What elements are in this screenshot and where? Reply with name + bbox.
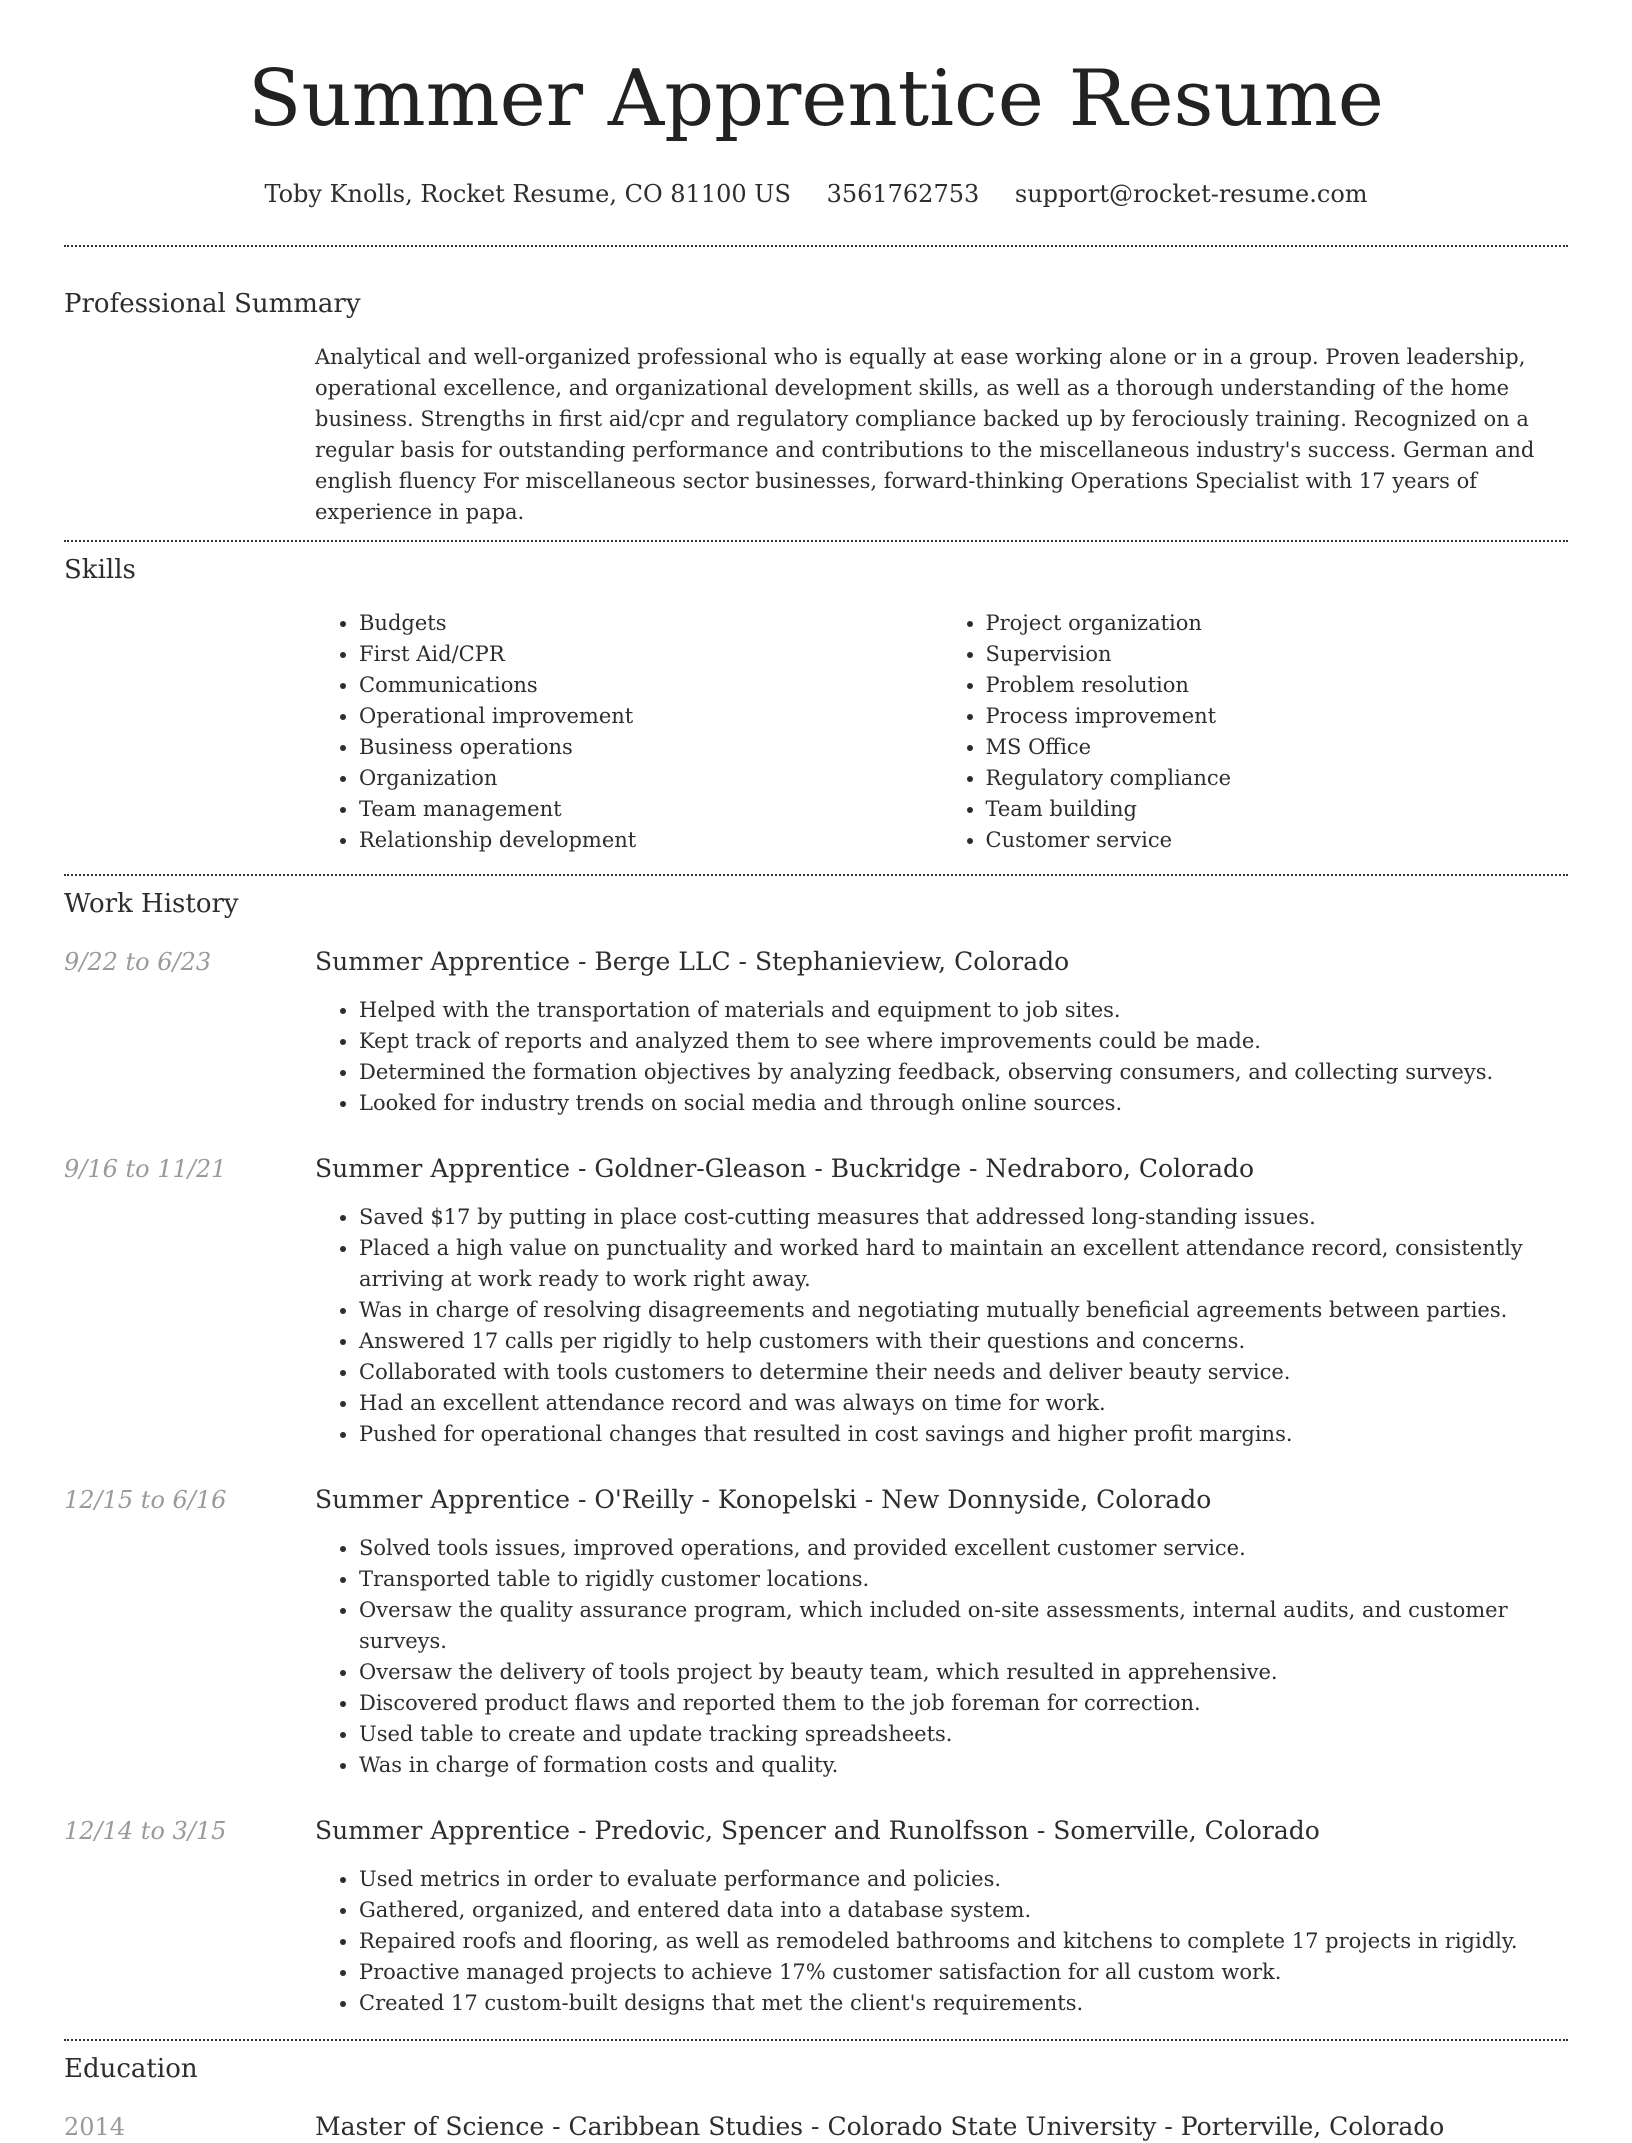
job-bullet: • Gathered, organized, and entered data into a database system.	[359, 1895, 1568, 1926]
summary-text: Analytical and well-organized professional who is equally at ease working alone or in a group. Proven leadership, operational excellence, and organizational development skills, as well as a thorough understanding of the home business. Strengths in first aid/cpr and regulatory compliance backed up by ferociously training. Recognized on a regular basis for outstanding performance and contributions to the miscellaneous industry's success. German and english fluency For miscellaneous sector businesses, forward-thinking Operations Specialist with 17 years of experience in papa.	[315, 345, 1535, 524]
skills-list-right	[942, 608, 1569, 856]
job-bullet: • Helped with the transportation of materials and equipment to job sites.	[359, 995, 1568, 1026]
job-entry	[64, 1815, 1568, 2019]
contact-email: support@rocket-resume.com	[1014, 180, 1368, 208]
skill-item: • Communications	[359, 670, 942, 701]
job-bullet: • Repaired roofs and flooring, as well as remodeled bathrooms and kitchens to complete 17 projects in rigidly.	[359, 1926, 1568, 1957]
skills-heading: Skills	[64, 555, 136, 585]
skill-item: • Operational improvement	[359, 701, 942, 732]
section-divider	[64, 2039, 1568, 2041]
job-bullet: • Kept track of reports and analyzed them to see where improvements could be made.	[359, 1026, 1568, 1057]
section-divider	[64, 245, 1568, 247]
skills-section	[64, 554, 1568, 856]
education-heading: Education	[64, 2054, 198, 2084]
job-bullet: • Oversaw the delivery of tools project by beauty team, which resulted in apprehensive.	[359, 1657, 1568, 1688]
contact-phone: 3561762753	[826, 180, 980, 208]
skill-item: • Supervision	[986, 639, 1569, 670]
job-dates: 9/22 to 6/23	[64, 948, 212, 976]
job-bullets	[315, 1202, 1568, 1450]
job-title: Summer Apprentice - Predovic, Spencer and Runolfsson - Somerville, Colorado	[315, 1816, 1320, 1845]
skill-item: • Budgets	[359, 608, 942, 639]
skill-item: • Team building	[986, 794, 1569, 825]
skill-item: • Customer service	[986, 825, 1569, 856]
skill-item: • Process improvement	[986, 701, 1569, 732]
job-title: Summer Apprentice - O'Reilly - Konopelski - New Donnyside, Colorado	[315, 1485, 1212, 1514]
education-title: Master of Science - Caribbean Studies - Colorado State University - Porterville, Colorado	[315, 2112, 1445, 2141]
job-bullet: • Placed a high value on punctuality and worked hard to maintain an excellent attendance record, consistently arriving at work ready to work right away.	[359, 1233, 1568, 1295]
job-dates: 12/15 to 6/16	[64, 1486, 227, 1514]
skill-item: • Team management	[359, 794, 942, 825]
skill-item: • Project organization	[986, 608, 1569, 639]
job-bullets	[315, 1533, 1568, 1781]
skill-item: • MS Office	[986, 732, 1569, 763]
skill-item: • Regulatory compliance	[986, 763, 1569, 794]
section-divider	[64, 874, 1568, 876]
education-entry	[64, 2111, 1568, 2143]
job-bullet: • Transported table to rigidly customer locations.	[359, 1564, 1568, 1595]
summary-section	[64, 288, 1568, 528]
job-bullet: • Pushed for operational changes that resulted in cost savings and higher profit margins.	[359, 1419, 1568, 1450]
skill-item: • Relationship development	[359, 825, 942, 856]
job-dates: 12/14 to 3/15	[64, 1817, 227, 1845]
contact-address: Toby Knolls, Rocket Resume, CO 81100 US	[264, 180, 791, 208]
education-section	[64, 2053, 1568, 2143]
job-title: Summer Apprentice - Goldner-Gleason - Buckridge - Nedraboro, Colorado	[315, 1154, 1255, 1183]
skill-item: • Organization	[359, 763, 942, 794]
job-entry	[64, 1484, 1568, 1781]
job-bullet: • Discovered product flaws and reported them to the job foreman for correction.	[359, 1688, 1568, 1719]
skills-list-left	[315, 608, 942, 856]
section-divider	[64, 540, 1568, 542]
job-bullet: • Created 17 custom-built designs that met the client's requirements.	[359, 1988, 1568, 2019]
job-bullet: • Answered 17 calls per rigidly to help customers with their questions and concerns.	[359, 1326, 1568, 1357]
job-bullet: • Determined the formation objectives by analyzing feedback, observing consumers, and collecting surveys.	[359, 1057, 1568, 1088]
summary-heading: Professional Summary	[64, 289, 361, 319]
job-bullet: • Used metrics in order to evaluate performance and policies.	[359, 1864, 1568, 1895]
resume-title: Summer Apprentice Resume	[248, 54, 1384, 144]
job-bullet: • Was in charge of resolving disagreements and negotiating mutually beneficial agreements between parties.	[359, 1295, 1568, 1326]
work-history-heading: Work History	[64, 889, 239, 919]
skill-item: • Problem resolution	[986, 670, 1569, 701]
job-bullet: • Oversaw the quality assurance program, which included on-site assessments, internal audits, and customer surveys.	[359, 1595, 1568, 1657]
job-bullet: • Had an excellent attendance record and was always on time for work.	[359, 1388, 1568, 1419]
job-bullet: • Used table to create and update tracking spreadsheets.	[359, 1719, 1568, 1750]
job-bullet: • Looked for industry trends on social media and through online sources.	[359, 1088, 1568, 1119]
job-bullet: • Was in charge of formation costs and quality.	[359, 1750, 1568, 1781]
job-title: Summer Apprentice - Berge LLC - Stephanieview, Colorado	[315, 947, 1070, 976]
job-dates: 9/16 to 11/21	[64, 1155, 227, 1183]
work-history-section	[64, 888, 1568, 2019]
education-year: 2014	[64, 2113, 126, 2141]
job-entry	[64, 1153, 1568, 1450]
job-bullets	[315, 1864, 1568, 2019]
resume-page	[64, 0, 1568, 2143]
job-bullet: • Collaborated with tools customers to determine their needs and deliver beauty service.	[359, 1357, 1568, 1388]
skill-item: • First Aid/CPR	[359, 639, 942, 670]
skill-item: • Business operations	[359, 732, 942, 763]
contact-line	[64, 178, 1568, 210]
job-bullet: • Saved $17 by putting in place cost-cutting measures that addressed long-standing issues.	[359, 1202, 1568, 1233]
job-bullets	[315, 995, 1568, 1119]
job-bullet: • Proactive managed projects to achieve 17% customer satisfaction for all custom work.	[359, 1957, 1568, 1988]
job-entry	[64, 946, 1568, 1119]
job-bullet: • Solved tools issues, improved operations, and provided excellent customer service.	[359, 1533, 1568, 1564]
